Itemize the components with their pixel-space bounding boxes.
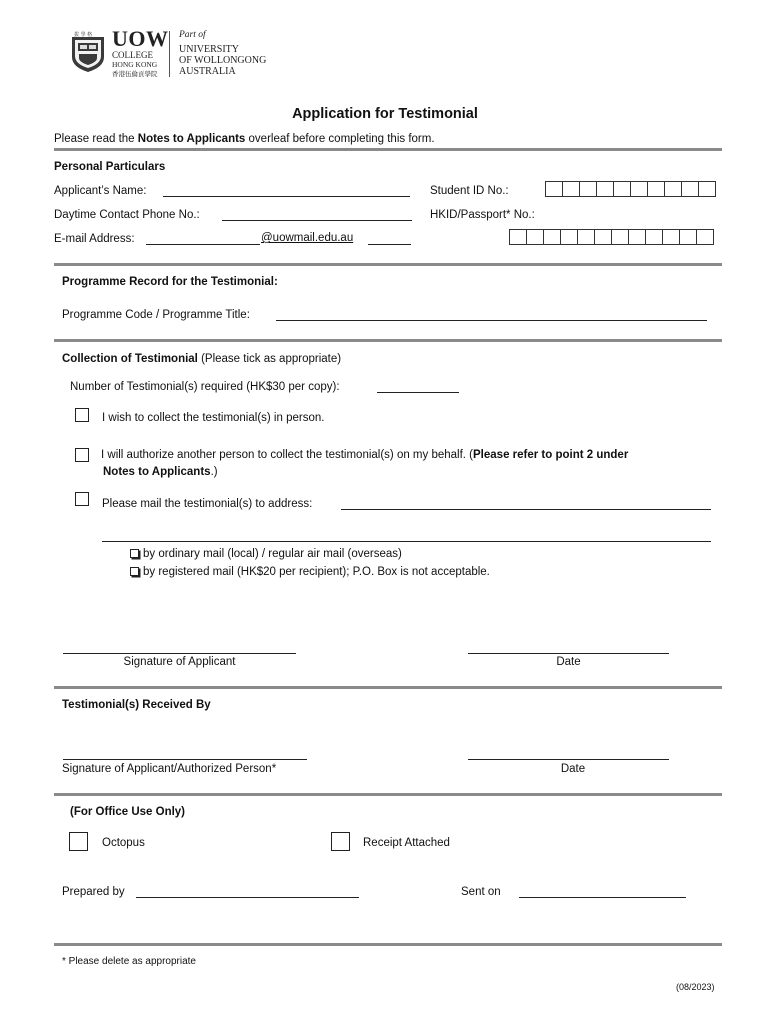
section-divider: [54, 148, 722, 151]
applicant-signature-line[interactable]: [63, 653, 296, 654]
applicant-name-label: Applicant’s Name:: [54, 185, 147, 197]
collect-in-person-label: I wish to collect the testimonial(s) in person.: [102, 412, 325, 424]
sent-on-field[interactable]: [519, 897, 686, 898]
mail-address-field-1[interactable]: [341, 509, 711, 510]
logo-part-of: Part of: [179, 30, 206, 40]
email-label: E-mail Address:: [54, 233, 135, 245]
applicant-name-field[interactable]: [163, 196, 410, 197]
authorize-person-label-cont: Notes to Applicants.): [103, 466, 218, 478]
received-signature-line[interactable]: [63, 759, 307, 760]
received-signature-label: Signature of Applicant/Authorized Person*: [62, 763, 277, 775]
mail-checkbox[interactable]: [75, 492, 89, 506]
student-id-label: Student ID No.:: [430, 185, 509, 197]
logo-college-text: COLLEGE: [112, 50, 153, 60]
section-divider: [54, 339, 722, 342]
applicant-date-label: Date: [556, 656, 581, 668]
phone-label: Daytime Contact Phone No.:: [54, 209, 200, 221]
collection-heading: Collection of Testimonial (Please tick as appropriate): [62, 353, 342, 365]
college-crest-logo: [70, 31, 106, 73]
logo-divider: [169, 31, 170, 77]
svg-text:拔 學 格: 拔 學 格: [74, 32, 93, 38]
phone-field[interactable]: [222, 220, 412, 221]
logo-university-line3: AUSTRALIA: [179, 66, 236, 77]
programme-code-label: Programme Code / Programme Title:: [62, 309, 250, 321]
prepared-by-field[interactable]: [136, 897, 359, 898]
office-heading: (For Office Use Only): [70, 806, 186, 818]
programme-code-field[interactable]: [276, 320, 707, 321]
student-id-boxes[interactable]: [545, 181, 716, 197]
received-date-label: Date: [560, 763, 586, 775]
hkid-boxes[interactable]: [509, 229, 714, 245]
logo-university-line1: UNIVERSITY: [179, 44, 239, 55]
collect-in-person-checkbox[interactable]: [75, 408, 89, 422]
receipt-attached-label: Receipt Attached: [363, 837, 450, 849]
form-intro: Please read the Notes to Applicants overleaf before completing this form.: [54, 133, 435, 145]
logo-hongkong-text: HONG KONG: [112, 60, 158, 69]
ordinary-mail-checkbox[interactable]: [130, 549, 139, 558]
email-domain: @uowmail.edu.au: [261, 232, 354, 244]
section-divider: [54, 943, 722, 946]
logo-university-line2: OF WOLLONGONG: [179, 55, 267, 66]
logo-uow-text: UOW: [112, 26, 169, 51]
prepared-by-label: Prepared by: [62, 886, 125, 898]
receipt-attached-checkbox[interactable]: [331, 832, 350, 851]
section-divider: [54, 793, 722, 796]
registered-mail-checkbox[interactable]: [130, 567, 139, 576]
personal-heading: Personal Particulars: [54, 161, 166, 173]
logo-chinese-text: 香港伍倫貢學院: [112, 71, 158, 78]
applicant-date-line[interactable]: [468, 653, 669, 654]
section-divider: [54, 263, 722, 266]
copies-label: Number of Testimonial(s) required (HK$30 per copy):: [70, 381, 340, 393]
programme-heading: Programme Record for the Testimonial:: [62, 276, 278, 288]
octopus-label: Octopus: [102, 837, 145, 849]
footer-note: * Please delete as appropriate: [62, 956, 196, 967]
mail-option-registered[interactable]: by registered mail (HK$20 per recipient); P.O. Box is not acceptable.: [130, 565, 490, 579]
authorize-person-label: I will authorize another person to collect the testimonial(s) on my behalf. (Please refer to point 2 under: [101, 449, 629, 461]
mail-label: Please mail the testimonial(s) to address:: [102, 498, 313, 510]
applicant-signature-label: Signature of Applicant: [123, 656, 236, 668]
mail-option-ordinary[interactable]: by ordinary mail (local) / regular air mail (overseas): [130, 547, 402, 561]
hkid-label: HKID/Passport* No.:: [430, 209, 535, 221]
received-heading: Testimonial(s) Received By: [62, 699, 211, 711]
copies-field[interactable]: [377, 392, 459, 393]
section-divider: [54, 686, 722, 689]
form-title: Application for Testimonial: [292, 106, 478, 122]
octopus-checkbox[interactable]: [69, 832, 88, 851]
received-date-line[interactable]: [468, 759, 669, 760]
email-field-tail: [368, 244, 411, 245]
authorize-person-checkbox[interactable]: [75, 448, 89, 462]
email-user-field[interactable]: [146, 244, 260, 245]
form-version: (08/2023): [676, 982, 715, 992]
sent-on-label: Sent on: [461, 886, 501, 898]
mail-address-field-2[interactable]: [102, 541, 711, 542]
